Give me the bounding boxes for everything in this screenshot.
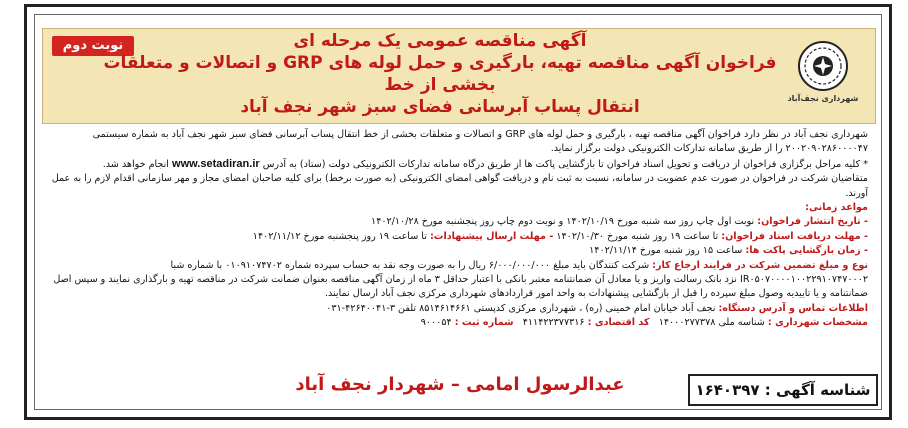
publish-row xyxy=(48,215,868,229)
guarantee-row xyxy=(48,259,868,302)
open-value: ساعت ۱۵ روز شنبه مورخ ۱۴۰۲/۱۱/۱۴ xyxy=(589,245,743,257)
ad-title-line2: انتقال پساب آبرسانی فضای سبز شهر نجف آباد xyxy=(240,97,640,117)
open-label: - زمان بازگشایی پاکت ها: xyxy=(745,245,868,257)
submit-label: - مهلت ارسال پیشنهادات: xyxy=(429,230,554,242)
mayor-signature: عبدالرسول امامی – شهردار نجف آباد xyxy=(295,374,625,395)
contact-value: نجف آباد خیابان امام خمینی (ره) ، شهرداری مرکزی کدپستی ۸۵۱۴۶۱۴۶۶۱ تلفن ۳-۴۲۶۴۰۰۴۱-۰۳۱ xyxy=(326,302,716,314)
logo-caption: شهرداری نجف‌آباد xyxy=(787,94,859,103)
eco-label: کد اقتصادی : xyxy=(587,317,650,329)
applicants-paragraph: متقاضیان شرکت در فراخوان در صورت عدم عضویت در سامانه، نسبت به ثبت نام و دریافت گواهی امضای الکترونیکی (به صورت برخط) برای کلیه صاحبان امضای مجاز و مهر سازمانی اقدام لازم را به عمل آورند. xyxy=(51,173,868,199)
reg-number: ۹۰۰۰۵۴ xyxy=(420,317,452,329)
receive-value: تا ساعت ۱۹ روز شنبه مورخ ۱۴۰۲/۱۰/۳۰ xyxy=(556,230,719,242)
receive-row xyxy=(48,230,868,244)
stages-paragraph xyxy=(48,157,868,172)
specs-row xyxy=(48,316,868,330)
ad-id-label: شناسه آگهی : xyxy=(764,381,871,399)
emblem-icon xyxy=(797,40,849,92)
intro-paragraph: شهرداری نجف آباد در نظر دارد فراخوان آگهی مناقصه تهیه ، بارگیری و حمل لوله های GRP و اتصالات و متعلقات بخشی از خط انتقال پساب آبرسانی فضای سبز شهر نجف آباد به شماره سیستمی ۲۰۰۲۰۹۰۲۸۶۰۰۰۰۴۷ را از طریق سامانه تدارکات الکترونیکی دولت برگزار نماید. xyxy=(92,129,868,155)
eco-code: ۴۱۱۴۲۲۳۷۷۳۱۶ xyxy=(522,317,585,329)
submit-value: تا ساعت ۱۹ روز پنجشنبه مورخ ۱۴۰۲/۱۱/۱۲ xyxy=(252,230,427,242)
ad-body xyxy=(48,128,868,328)
ad-heading: آگهی مناقصه عمومی یک مرحله ای xyxy=(293,31,587,51)
setad-link[interactable]: www.setadiran.ir xyxy=(172,157,260,170)
stages-text: * کلیه مراحل برگزاری فراخوان از دریافت و تحویل اسناد فراخوان تا بازگشایی پاکت ها از طریق درگاه سامانه تدارکات الکترونیکی دولت (ستاد) به آدرس xyxy=(262,158,868,170)
round-badge: نوبت دوم xyxy=(52,36,134,56)
contact-row xyxy=(48,302,868,316)
municipality-logo xyxy=(786,40,860,114)
guarantee-value: شرکت کنندگان باید مبلغ ۶/۰۰۰/۰۰۰/۰۰۰ ریال را به صورت وجه نقد به حساب سپرده شماره ۰۱۰۹۱۰۷۴۷۰۲ با شماره شبا IR۰۵۰۷۰۰۰۰۱۰۰۲۲۹۱۰۷۴۷۰۰۰۲ نزد بانک رسالت واریز و یا معادل آن ضمانتنامه معتبر بانکی با اعتبار حداقل ۳ ماه از زمان آگهی مناقصه بعنوان ضمانت شرکت در مناقصه تهیه و بارگذاری نمایند و سپس اصل ضمانتنامه و یا تاییدیه وصول مبلغ سپرده را قبل از بازگشایی پیشنهادات به واحد امور قراردادهای شهرداری مرکزی نجف آباد ارسال نمایند. xyxy=(53,259,868,300)
ad-titles xyxy=(100,30,780,122)
reg-label: شماره ثبت : xyxy=(454,317,514,329)
guarantee-label: نوع و مبلغ تضمین شرکت در فرایند ارجاع کار: xyxy=(652,259,868,271)
ad-id-number: ۱۶۴۰۳۹۷ xyxy=(695,381,760,399)
publish-value: نوبت اول چاپ روز سه شنبه مورخ ۱۴۰۲/۱۰/۱۹ و نوبت دوم چاپ روز پنجشنبه مورخ ۱۴۰۲/۱۰/۲۸ xyxy=(371,216,755,228)
contact-label: اطلاعات تماس و آدرس دستگاه: xyxy=(718,302,868,314)
dates-heading: مواعد زمانی: xyxy=(805,202,868,214)
national-id: شناسه ملی ۱۴۰۰۰۲۷۷۳۷۸ xyxy=(658,317,765,329)
ad-title-line1: فراخوان آگهی مناقصه تهیه، بارگیری و حمل لوله های GRP و اتصالات و متعلقات بخشی از خط xyxy=(103,53,777,95)
stages-end: انجام خواهد شد. xyxy=(102,158,169,170)
receive-label: - مهلت دریافت اسناد فراخوان: xyxy=(721,230,868,242)
open-row xyxy=(48,244,868,258)
ad-id-box xyxy=(688,374,878,406)
specs-label: مشخصات شهرداری : xyxy=(767,317,868,329)
publish-label: - تاریخ انتشار فراخوان: xyxy=(757,216,868,228)
